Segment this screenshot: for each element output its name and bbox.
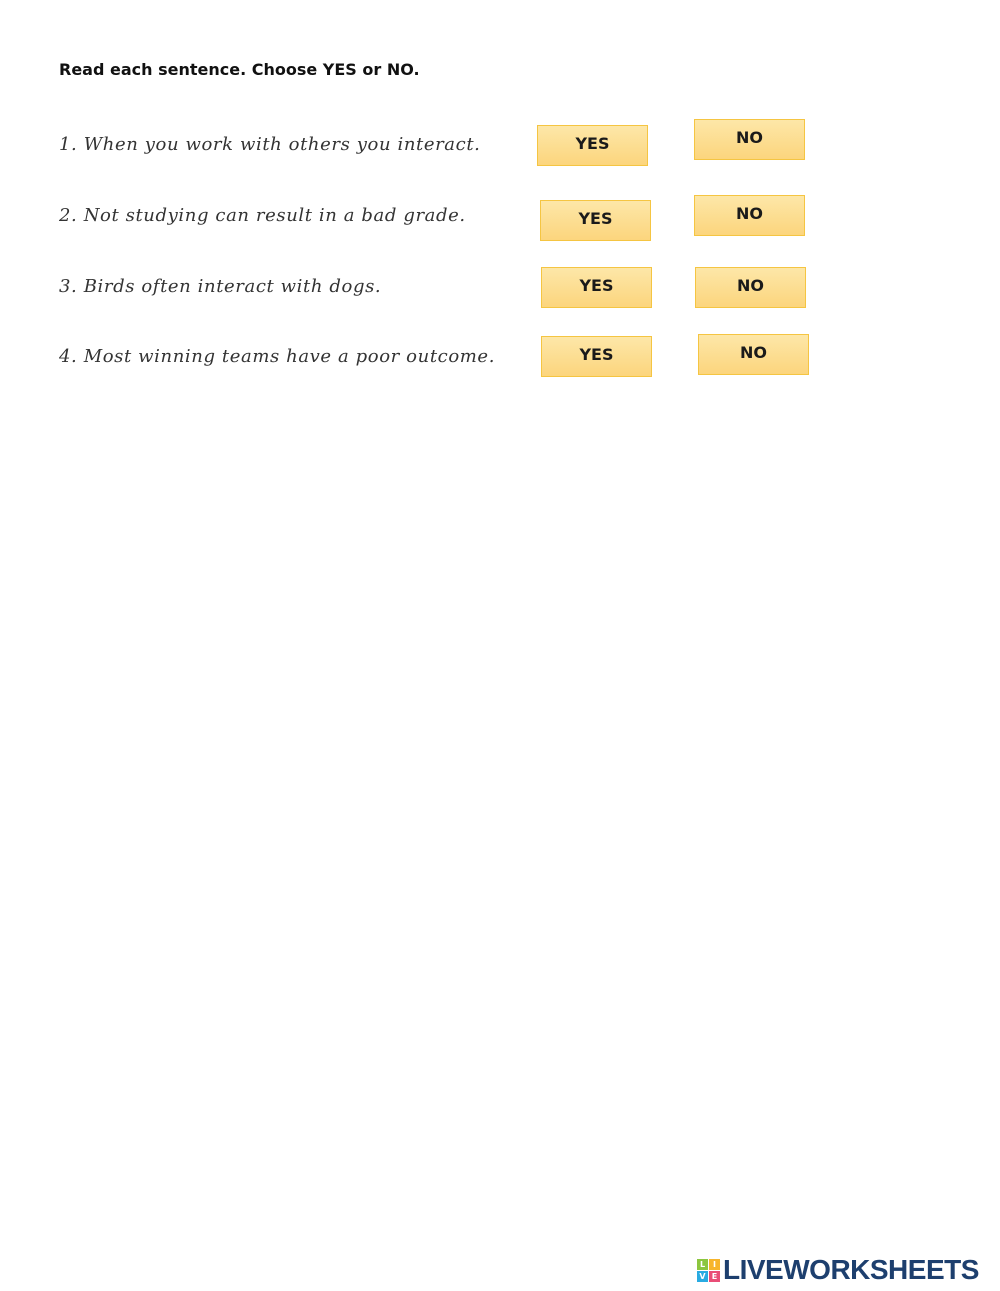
question-1-text: 1. When you work with others you interact. xyxy=(59,134,481,155)
brand-name: LIVEWORKSHEETS xyxy=(723,1254,979,1285)
question-1-yes-button[interactable]: YES xyxy=(537,125,648,166)
question-3-text: 3. Birds often interact with dogs. xyxy=(59,276,382,297)
liveworksheets-logo xyxy=(697,1255,979,1285)
question-2-no-button[interactable]: NO xyxy=(694,195,805,236)
logo-letter: V xyxy=(697,1271,708,1282)
question-3-no-button[interactable]: NO xyxy=(695,267,806,308)
logo-letter: E xyxy=(709,1271,720,1282)
question-3-yes-button[interactable]: YES xyxy=(541,267,652,308)
logo-letter: L xyxy=(697,1259,708,1270)
logo-blocks-icon xyxy=(697,1259,720,1282)
question-2-yes-button[interactable]: YES xyxy=(540,200,651,241)
instructions-heading: Read each sentence. Choose YES or NO. xyxy=(59,60,420,79)
question-1-no-button[interactable]: NO xyxy=(694,119,805,160)
logo-letter: I xyxy=(709,1259,720,1270)
question-2-text: 2. Not studying can result in a bad grade. xyxy=(59,205,466,226)
question-4-text: 4. Most winning teams have a poor outcome. xyxy=(59,346,496,367)
question-4-yes-button[interactable]: YES xyxy=(541,336,652,377)
question-4-no-button[interactable]: NO xyxy=(698,334,809,375)
